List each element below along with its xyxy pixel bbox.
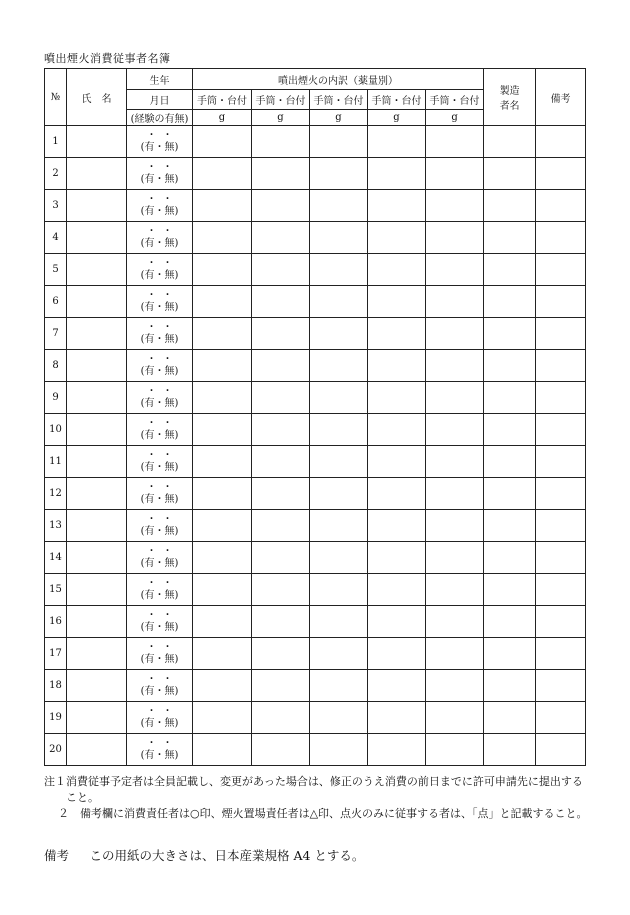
quantity-cell[interactable] [368, 702, 426, 734]
quantity-cell[interactable] [252, 414, 310, 446]
maker-cell[interactable] [484, 158, 536, 190]
experience-option: (有・無) [140, 717, 179, 729]
table-row [45, 190, 586, 222]
maker-cell[interactable] [484, 702, 536, 734]
birthdate-cell[interactable] [127, 286, 193, 318]
date-dots: ・・ [146, 577, 179, 589]
quantity-cell[interactable] [368, 190, 426, 222]
name-cell[interactable] [67, 510, 127, 542]
birthdate-cell[interactable] [127, 350, 193, 382]
row-number: 14 [45, 542, 67, 574]
quantity-cell[interactable] [252, 190, 310, 222]
experience-option: (有・無) [140, 653, 179, 665]
quantity-cell[interactable] [310, 670, 368, 702]
table-row [45, 510, 586, 542]
birthdate-cell[interactable] [127, 574, 193, 606]
table-row [45, 702, 586, 734]
date-dots: ・・ [146, 449, 179, 461]
quantity-cell[interactable] [193, 414, 252, 446]
quantity-cell[interactable] [368, 446, 426, 478]
quantity-cell[interactable] [310, 286, 368, 318]
quantity-cell[interactable] [368, 158, 426, 190]
name-cell[interactable] [67, 542, 127, 574]
date-dots: ・・ [146, 193, 179, 205]
experience-option: (有・無) [140, 301, 179, 313]
name-cell[interactable] [67, 702, 127, 734]
date-dots: ・・ [146, 417, 179, 429]
header-breakdown: 噴出煙火の内訳（薬量別） [193, 69, 484, 90]
row-number: 9 [45, 382, 67, 414]
birthdate-cell[interactable] [127, 446, 193, 478]
quantity-cell[interactable] [252, 606, 310, 638]
birthdate-cell[interactable] [127, 158, 193, 190]
quantity-cell[interactable] [310, 158, 368, 190]
quantity-cell[interactable] [310, 734, 368, 766]
maker-cell[interactable] [484, 382, 536, 414]
quantity-cell[interactable] [368, 734, 426, 766]
quantity-cell[interactable] [426, 222, 484, 254]
experience-option: (有・無) [140, 685, 179, 697]
experience-option: (有・無) [140, 429, 179, 441]
quantity-cell[interactable] [310, 510, 368, 542]
table-row [45, 670, 586, 702]
remarks-cell[interactable] [536, 574, 586, 606]
maker-cell[interactable] [484, 478, 536, 510]
note-text: 消費従事予定者は全員記載し、変更があった場合は、修正のうえ消費の前日までに許可申請先に提出すること。 [66, 775, 583, 804]
notes [44, 774, 589, 822]
form-title: 噴出煙火消費従事者名簿 [44, 52, 171, 65]
quantity-cell[interactable] [368, 318, 426, 350]
name-cell[interactable] [67, 606, 127, 638]
maker-cell[interactable] [484, 350, 536, 382]
quantity-cell[interactable] [252, 574, 310, 606]
table-row [45, 542, 586, 574]
row-number: 11 [45, 446, 67, 478]
remarks-cell[interactable] [536, 190, 586, 222]
quantity-cell[interactable] [193, 670, 252, 702]
table-row [45, 318, 586, 350]
quantity-cell[interactable] [252, 382, 310, 414]
row-number: 4 [45, 222, 67, 254]
quantity-cell[interactable] [310, 382, 368, 414]
quantity-cell[interactable] [310, 318, 368, 350]
remarks-cell[interactable] [536, 670, 586, 702]
quantity-cell[interactable] [252, 318, 310, 350]
quantity-cell[interactable] [310, 638, 368, 670]
maker-cell[interactable] [484, 446, 536, 478]
quantity-cell[interactable] [193, 542, 252, 574]
birthdate-cell[interactable] [127, 702, 193, 734]
name-cell[interactable] [67, 254, 127, 286]
birthdate-cell[interactable] [127, 510, 193, 542]
maker-cell[interactable] [484, 542, 536, 574]
table-row [45, 382, 586, 414]
table-row [45, 254, 586, 286]
name-cell[interactable] [67, 638, 127, 670]
experience-option: (有・無) [140, 461, 179, 473]
name-cell[interactable] [67, 670, 127, 702]
name-cell[interactable] [67, 286, 127, 318]
quantity-cell[interactable] [426, 542, 484, 574]
quantity-cell[interactable] [310, 414, 368, 446]
table-row [45, 286, 586, 318]
quantity-cell[interactable] [310, 574, 368, 606]
quantity-cell[interactable] [368, 382, 426, 414]
date-dots: ・・ [146, 641, 179, 653]
quantity-cell[interactable] [368, 478, 426, 510]
date-dots: ・・ [146, 129, 179, 141]
remarks-cell[interactable] [536, 382, 586, 414]
quantity-cell[interactable] [310, 222, 368, 254]
remarks-cell[interactable] [536, 126, 586, 158]
quantity-cell[interactable] [426, 510, 484, 542]
row-number: 10 [45, 414, 67, 446]
quantity-cell[interactable] [426, 318, 484, 350]
experience-option: (有・無) [140, 525, 179, 537]
maker-cell[interactable] [484, 670, 536, 702]
birthdate-cell[interactable] [127, 190, 193, 222]
header-category: 手筒・台付 [252, 90, 310, 110]
remarks-cell[interactable] [536, 222, 586, 254]
quantity-cell[interactable] [368, 542, 426, 574]
note-number: 注１ [44, 775, 66, 788]
table-row [45, 158, 586, 190]
quantity-cell[interactable] [252, 254, 310, 286]
quantity-cell[interactable] [252, 510, 310, 542]
quantity-cell[interactable] [426, 638, 484, 670]
table-row [45, 638, 586, 670]
row-number: 3 [45, 190, 67, 222]
table-row [45, 478, 586, 510]
quantity-cell[interactable] [426, 478, 484, 510]
name-cell[interactable] [67, 574, 127, 606]
quantity-cell[interactable] [193, 638, 252, 670]
birthdate-cell[interactable] [127, 414, 193, 446]
quantity-cell[interactable] [426, 606, 484, 638]
date-dots: ・・ [146, 225, 179, 237]
date-dots: ・・ [146, 705, 179, 717]
quantity-cell[interactable] [193, 382, 252, 414]
quantity-cell[interactable] [368, 638, 426, 670]
quantity-cell[interactable] [252, 350, 310, 382]
quantity-cell[interactable] [193, 510, 252, 542]
birthdate-cell[interactable] [127, 542, 193, 574]
header-category: 手筒・台付 [310, 90, 368, 110]
experience-option: (有・無) [140, 333, 179, 345]
name-cell[interactable] [67, 734, 127, 766]
name-cell[interactable] [67, 478, 127, 510]
row-number: 8 [45, 350, 67, 382]
table-row [45, 126, 586, 158]
footer-label: 備考 [44, 848, 70, 863]
row-number: 7 [45, 318, 67, 350]
row-number: 6 [45, 286, 67, 318]
quantity-cell[interactable] [193, 286, 252, 318]
experience-option: (有・無) [140, 205, 179, 217]
birthdate-cell[interactable] [127, 606, 193, 638]
experience-option: (有・無) [140, 237, 179, 249]
quantity-cell[interactable] [426, 670, 484, 702]
quantity-cell[interactable] [368, 414, 426, 446]
date-dots: ・・ [146, 737, 179, 749]
row-number: 5 [45, 254, 67, 286]
date-dots: ・・ [146, 513, 179, 525]
name-cell[interactable] [67, 382, 127, 414]
unit-label: g [426, 110, 484, 126]
maker-cell[interactable] [484, 126, 536, 158]
table-row [45, 574, 586, 606]
quantity-cell[interactable] [193, 606, 252, 638]
quantity-cell[interactable] [310, 350, 368, 382]
row-number: 13 [45, 510, 67, 542]
date-dots: ・・ [146, 353, 179, 365]
quantity-cell[interactable] [368, 670, 426, 702]
name-cell[interactable] [67, 222, 127, 254]
quantity-cell[interactable] [368, 222, 426, 254]
quantity-cell[interactable] [252, 670, 310, 702]
table-row [45, 446, 586, 478]
quantity-cell[interactable] [193, 702, 252, 734]
date-dots: ・・ [146, 545, 179, 557]
date-dots: ・・ [146, 673, 179, 685]
quantity-cell[interactable] [193, 446, 252, 478]
quantity-cell[interactable] [310, 542, 368, 574]
birthdate-cell[interactable] [127, 318, 193, 350]
quantity-cell[interactable] [426, 158, 484, 190]
quantity-cell[interactable] [426, 286, 484, 318]
quantity-cell[interactable] [310, 702, 368, 734]
remarks-cell[interactable] [536, 702, 586, 734]
header-maker-top: 製造 [499, 86, 520, 97]
quantity-cell[interactable] [426, 254, 484, 286]
date-dots: ・・ [146, 609, 179, 621]
row-number: 20 [45, 734, 67, 766]
quantity-cell[interactable] [252, 478, 310, 510]
maker-cell[interactable] [484, 222, 536, 254]
birthdate-cell[interactable] [127, 734, 193, 766]
quantity-cell[interactable] [193, 318, 252, 350]
remarks-cell[interactable] [536, 542, 586, 574]
quantity-cell[interactable] [426, 190, 484, 222]
quantity-cell[interactable] [310, 606, 368, 638]
maker-cell[interactable] [484, 574, 536, 606]
row-number: 2 [45, 158, 67, 190]
note-number: ２ [58, 807, 69, 820]
maker-cell[interactable] [484, 190, 536, 222]
quantity-cell[interactable] [368, 606, 426, 638]
header-birth-top: 生年 [127, 69, 193, 90]
maker-cell[interactable] [484, 510, 536, 542]
header-experience: (経験の有無) [127, 110, 193, 126]
maker-cell[interactable] [484, 638, 536, 670]
quantity-cell[interactable] [252, 446, 310, 478]
quantity-cell[interactable] [426, 446, 484, 478]
experience-option: (有・無) [140, 269, 179, 281]
header-category: 手筒・台付 [193, 90, 252, 110]
quantity-cell[interactable] [310, 254, 368, 286]
remarks-cell[interactable] [536, 446, 586, 478]
quantity-cell[interactable] [252, 542, 310, 574]
experience-option: (有・無) [140, 493, 179, 505]
row-number: 17 [45, 638, 67, 670]
remarks-cell[interactable] [536, 606, 586, 638]
name-cell[interactable] [67, 318, 127, 350]
birthdate-cell[interactable] [127, 126, 193, 158]
row-number: 15 [45, 574, 67, 606]
experience-option: (有・無) [140, 557, 179, 569]
quantity-cell[interactable] [252, 702, 310, 734]
date-dots: ・・ [146, 289, 179, 301]
quantity-cell[interactable] [426, 734, 484, 766]
name-cell[interactable] [67, 158, 127, 190]
header-name: 氏 名 [67, 69, 127, 126]
footer-text: この用紙の大きさは、日本産業規格 A4 とする。 [89, 848, 365, 863]
quantity-cell[interactable] [193, 190, 252, 222]
table-row [45, 734, 586, 766]
note-1 [44, 774, 589, 806]
birthdate-cell[interactable] [127, 638, 193, 670]
header-maker [484, 69, 536, 126]
quantity-cell[interactable] [426, 382, 484, 414]
table-row [45, 222, 586, 254]
maker-cell[interactable] [484, 414, 536, 446]
experience-option: (有・無) [140, 589, 179, 601]
table-row [45, 414, 586, 446]
header-birth-bottom: 月日 [127, 90, 193, 110]
quantity-cell[interactable] [193, 254, 252, 286]
note-2 [44, 806, 589, 822]
remarks-cell[interactable] [536, 254, 586, 286]
quantity-cell[interactable] [368, 350, 426, 382]
quantity-cell[interactable] [310, 446, 368, 478]
experience-option: (有・無) [140, 749, 179, 761]
maker-cell[interactable] [484, 606, 536, 638]
remarks-cell[interactable] [536, 350, 586, 382]
unit-label: g [310, 110, 368, 126]
table-row [45, 350, 586, 382]
name-cell[interactable] [67, 414, 127, 446]
name-cell[interactable] [67, 350, 127, 382]
quantity-cell[interactable] [193, 574, 252, 606]
maker-cell[interactable] [484, 286, 536, 318]
remarks-cell[interactable] [536, 318, 586, 350]
birthdate-cell[interactable] [127, 670, 193, 702]
quantity-cell[interactable] [193, 158, 252, 190]
quantity-cell[interactable] [193, 222, 252, 254]
maker-cell[interactable] [484, 734, 536, 766]
quantity-cell[interactable] [368, 574, 426, 606]
quantity-cell[interactable] [426, 350, 484, 382]
date-dots: ・・ [146, 161, 179, 173]
remarks-cell[interactable] [536, 414, 586, 446]
experience-option: (有・無) [140, 397, 179, 409]
quantity-cell[interactable] [193, 734, 252, 766]
quantity-cell[interactable] [368, 510, 426, 542]
birthdate-cell[interactable] [127, 478, 193, 510]
header-category: 手筒・台付 [426, 90, 484, 110]
quantity-cell[interactable] [426, 574, 484, 606]
name-cell[interactable] [67, 190, 127, 222]
remarks-cell[interactable] [536, 286, 586, 318]
date-dots: ・・ [146, 257, 179, 269]
header-category: 手筒・台付 [368, 90, 426, 110]
birthdate-cell[interactable] [127, 382, 193, 414]
note-text: 備考欄に消費責任者は○印、煙火置場責任者は△印、点火のみに従事する者は、「点」と記載すること。 [80, 807, 588, 820]
quantity-cell[interactable] [193, 126, 252, 158]
maker-cell[interactable] [484, 254, 536, 286]
quantity-cell[interactable] [252, 222, 310, 254]
remarks-cell[interactable] [536, 734, 586, 766]
header-no: № [45, 69, 67, 126]
experience-option: (有・無) [140, 621, 179, 633]
row-number: 19 [45, 702, 67, 734]
header-maker-bottom: 者名 [499, 101, 520, 112]
birthdate-cell[interactable] [127, 254, 193, 286]
row-number: 16 [45, 606, 67, 638]
experience-option: (有・無) [140, 141, 179, 153]
quantity-cell[interactable] [310, 190, 368, 222]
unit-label: g [252, 110, 310, 126]
row-number: 18 [45, 670, 67, 702]
date-dots: ・・ [146, 321, 179, 333]
quantity-cell[interactable] [426, 126, 484, 158]
date-dots: ・・ [146, 385, 179, 397]
footer-remark [44, 846, 364, 864]
quantity-cell[interactable] [368, 286, 426, 318]
remarks-cell[interactable] [536, 158, 586, 190]
quantity-cell[interactable] [193, 478, 252, 510]
experience-option: (有・無) [140, 173, 179, 185]
table-row [45, 606, 586, 638]
experience-option: (有・無) [140, 365, 179, 377]
quantity-cell[interactable] [310, 126, 368, 158]
quantity-cell[interactable] [252, 126, 310, 158]
date-dots: ・・ [146, 481, 179, 493]
quantity-cell[interactable] [368, 254, 426, 286]
name-cell[interactable] [67, 126, 127, 158]
birthdate-cell[interactable] [127, 222, 193, 254]
maker-cell[interactable] [484, 318, 536, 350]
remarks-cell[interactable] [536, 638, 586, 670]
quantity-cell[interactable] [252, 158, 310, 190]
unit-label: g [368, 110, 426, 126]
remarks-cell[interactable] [536, 478, 586, 510]
remarks-cell[interactable] [536, 510, 586, 542]
header-remarks: 備考 [536, 69, 586, 126]
quantity-cell[interactable] [310, 478, 368, 510]
name-cell[interactable] [67, 446, 127, 478]
quantity-cell[interactable] [193, 350, 252, 382]
row-number: 12 [45, 478, 67, 510]
quantity-cell[interactable] [252, 286, 310, 318]
quantity-cell[interactable] [252, 734, 310, 766]
quantity-cell[interactable] [426, 414, 484, 446]
quantity-cell[interactable] [252, 638, 310, 670]
quantity-cell[interactable] [426, 702, 484, 734]
register-table [44, 68, 586, 766]
row-number: 1 [45, 126, 67, 158]
quantity-cell[interactable] [368, 126, 426, 158]
unit-label: g [193, 110, 252, 126]
